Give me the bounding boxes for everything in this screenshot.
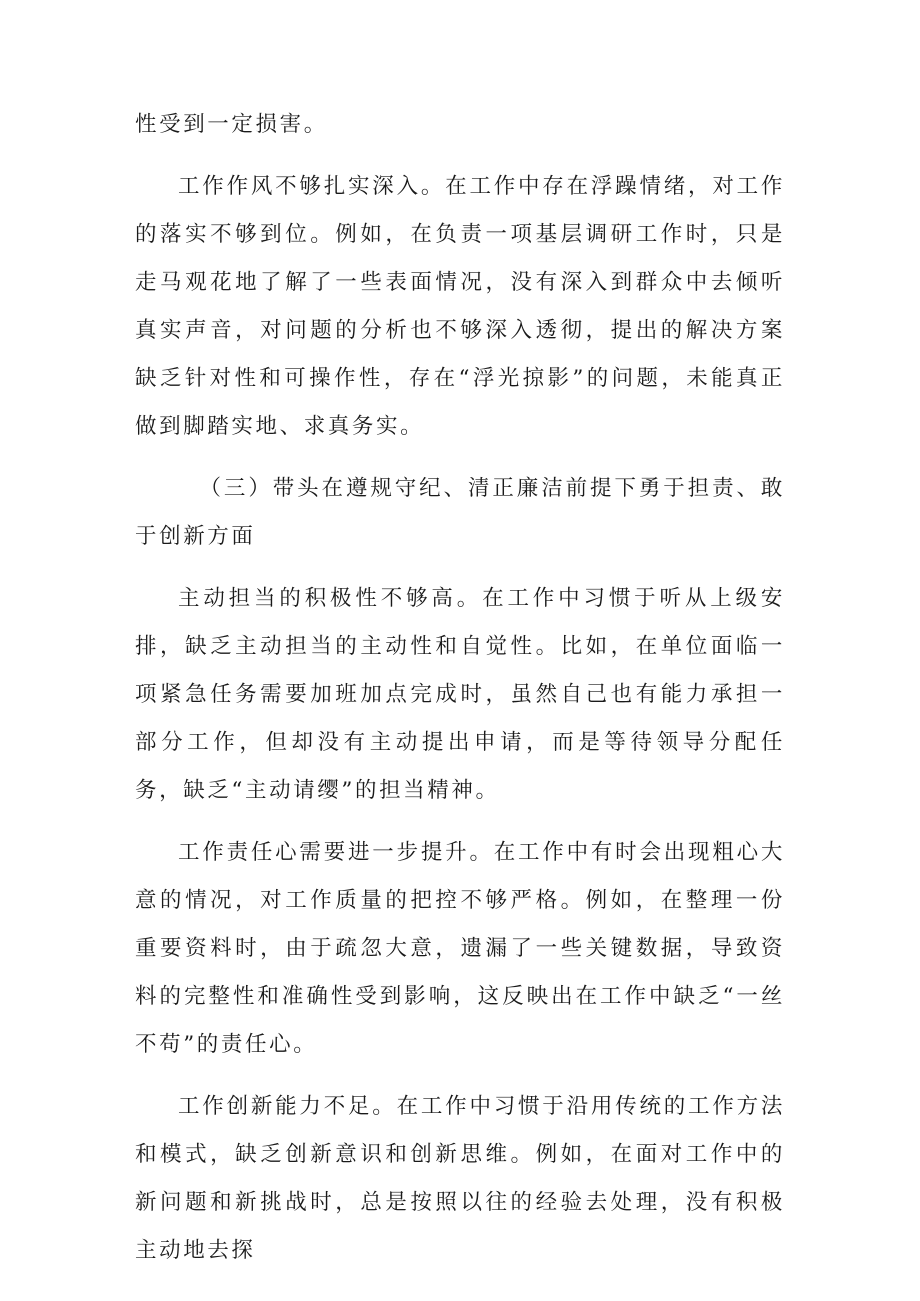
section-heading-3: （三）带头在遵规守纪、清正廉洁前提下勇于担责、敢于创新方面 xyxy=(135,476,785,549)
paragraph-innovation: 工作创新能力不足。在工作中习惯于沿用传统的工作方法和模式，缺乏创新意识和创新思维。例如，在面对工作中的新问题和新挑战时，总是按照以往的经验去处理，没有积极主动地去探 xyxy=(135,1094,785,1263)
paragraph-initiative: 主动担当的积极性不够高。在工作中习惯于听从上级安排，缺乏主动担当的主动性和自觉性。比如，在单位面临一项紧急任务需要加班加点完成时，虽然自己也有能力承担一部分工作，但却没有主动提出申请，而是等待领导分配任务，缺乏“主动请缨”的担当精神。 xyxy=(135,586,785,803)
paragraph-work-style: 工作作风不够扎实深入。在工作中存在浮躁情绪，对工作的落实不够到位。例如，在负责一项基层调研工作时，只是走马观花地了解了一些表面情况，没有深入到群众中去倾听真实声音，对问题的分析也不够深入透彻，提出的解决方案缺乏针对性和可操作性，存在“浮光掠影”的问题，未能真正做到脚踏实地、求真务实。 xyxy=(135,174,785,439)
document-body xyxy=(135,101,785,1289)
paragraph-continuation: 性受到一定损害。 xyxy=(135,112,328,137)
paragraph-responsibility: 工作责任心需要进一步提升。在工作中有时会出现粗心大意的情况，对工作质量的把控不够严格。例如，在整理一份重要资料时，由于疏忽大意，遗漏了一些关键数据，导致资料的完整性和准确性受到影响，这反映出在工作中缺乏“一丝不苟”的责任心。 xyxy=(135,840,785,1057)
